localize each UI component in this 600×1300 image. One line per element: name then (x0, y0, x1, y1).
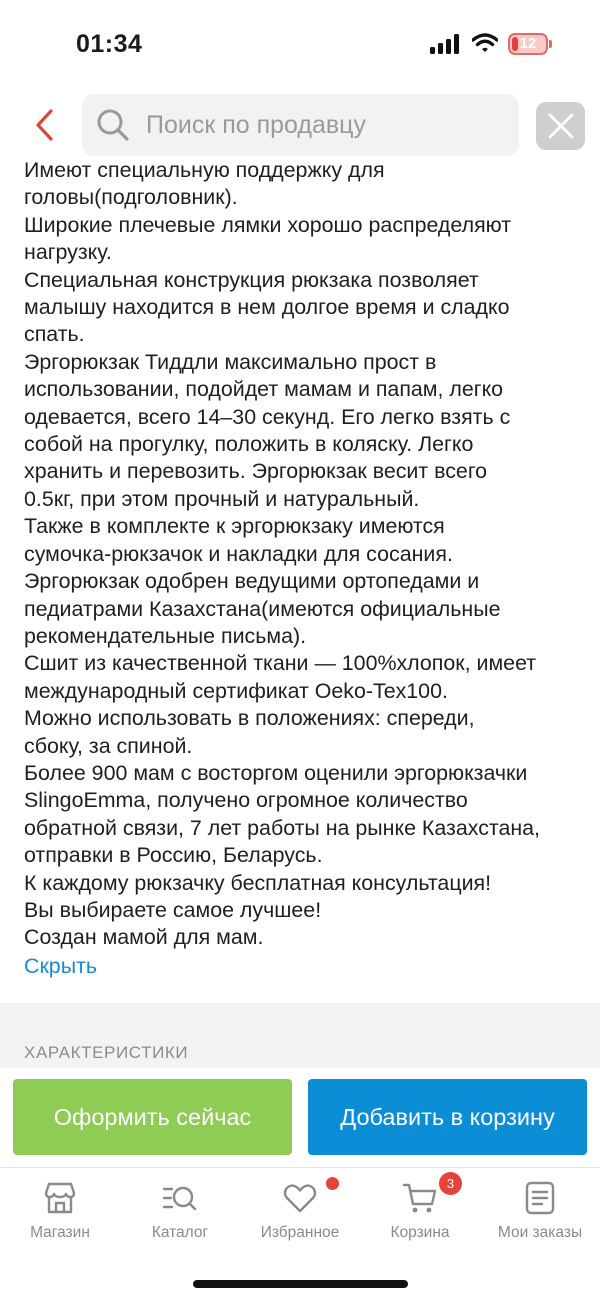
battery-percentage: 12 (519, 35, 537, 52)
description-paragraph: Можно использовать в положениях: спереди, сбоку, за спиной. (24, 706, 475, 758)
description-paragraph: Сшит из качественной ткани — 100%хлопок, имеет международный сертификат Oeko-Tex100. (24, 651, 537, 703)
description-paragraph: Специальная конструкция рюкзака позволяет малышу находится в нем долгое время и сладко спать. (24, 267, 510, 347)
status-bar (0, 0, 600, 90)
action-bar (0, 1068, 600, 1168)
store-icon (42, 1180, 78, 1216)
description-paragraph: Также в комплекте к эргорюкзаку имеются сумочка-рюкзачок и накладки для сосания. (24, 514, 453, 566)
tab-label: Магазин (30, 1224, 90, 1241)
cellular-signal-icon (430, 34, 462, 54)
description-paragraph: К каждому рюкзачку бесплатная консультация! (24, 870, 492, 895)
search-box[interactable] (82, 94, 519, 156)
heart-icon (282, 1180, 318, 1216)
tab-label: Избранное (260, 1224, 340, 1241)
orders-icon (522, 1180, 558, 1216)
search-icon (96, 108, 130, 142)
description-paragraph: Эргорюкзак Тиддли максимально прост в использовании, подойдет мамам и папам, легко одевается, всего 14–30 секунд. Его легко взять с собой на прогулку, положить в коляску. Легко хранить и перевозить. Эргорюкзак весит всего 0.5кг, при этом прочный и натуральный. (24, 349, 511, 511)
section-divider (0, 1003, 600, 1077)
wifi-icon (472, 33, 498, 53)
favorites-notification-dot (326, 1177, 339, 1190)
tab-label: Мои заказы (497, 1224, 583, 1241)
status-time: 01:34 (76, 30, 143, 58)
hide-description-link[interactable]: Скрыть (24, 954, 98, 978)
header (0, 92, 600, 158)
cart-icon (402, 1180, 438, 1216)
battery-indicator (508, 33, 548, 55)
home-indicator (193, 1280, 408, 1288)
product-description (24, 157, 584, 952)
tab-orders[interactable] (480, 1180, 600, 1252)
close-button[interactable] (536, 102, 585, 150)
tab-label: Корзина (390, 1224, 450, 1241)
tab-favorites[interactable] (240, 1180, 360, 1252)
description-paragraph: Широкие плечевые лямки хорошо распределяют нагрузку. (24, 212, 512, 265)
cart-count-badge: 3 (439, 1172, 462, 1195)
tab-store[interactable] (0, 1180, 120, 1252)
add-to-cart-button[interactable]: Добавить в корзину (308, 1079, 587, 1155)
buy-now-button[interactable]: Оформить сейчас (13, 1079, 292, 1155)
tab-cart[interactable] (360, 1180, 480, 1252)
back-button[interactable] (24, 104, 64, 146)
catalog-search-icon (162, 1180, 198, 1216)
search-input[interactable] (146, 94, 506, 156)
description-paragraph: Имеют специальную поддержку для головы(подголовник). (24, 158, 385, 210)
tab-label: Каталог (151, 1224, 209, 1241)
description-paragraph: Создан мамой для мам. (24, 925, 264, 950)
close-icon (548, 113, 574, 139)
chevron-left-icon (33, 108, 55, 142)
description-paragraph: Более 900 мам с восторгом оценили эргорюкзачки SlingoEmma, получено огромное количество обратной связи, 7 лет работы на рынке Казахстана, отправки в Россию, Беларусь. (24, 760, 540, 868)
battery-cap (549, 40, 552, 48)
tab-catalog[interactable] (120, 1180, 240, 1252)
description-paragraph: Вы выбираете самое лучшее! (24, 897, 322, 922)
description-paragraph: Эргорюкзак одобрен ведущими ортопедами и педиатрами Казахстана(имеются официальные рекомендательные письма). (24, 569, 501, 648)
characteristics-title: ХАРАКТЕРИСТИКИ (24, 1043, 189, 1062)
